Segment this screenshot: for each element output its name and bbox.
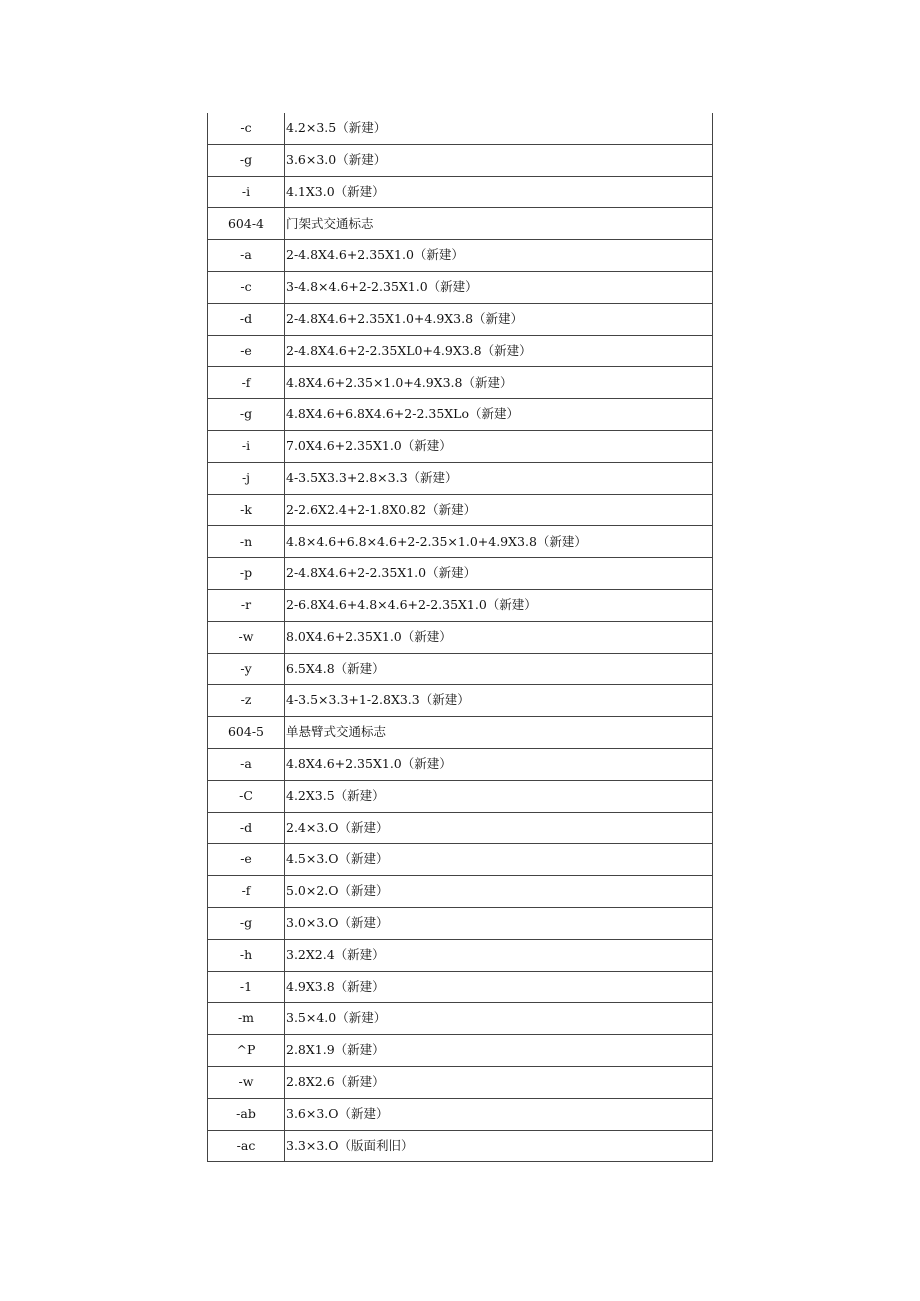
- item-code-cell: -g: [208, 144, 285, 176]
- item-code-cell: -d: [208, 303, 285, 335]
- item-code-cell: -f: [208, 367, 285, 399]
- item-code-cell: -f: [208, 876, 285, 908]
- table-row: [208, 399, 713, 431]
- item-code-cell: -r: [208, 589, 285, 621]
- item-code-cell: -1: [208, 971, 285, 1003]
- table-row: [208, 240, 713, 272]
- item-description-cell: 4.5×3.O（新建）: [285, 844, 713, 876]
- item-description-cell: 3.5×4.0（新建）: [285, 1003, 713, 1035]
- item-description-cell: 2.8X1.9（新建）: [285, 1035, 713, 1067]
- table-row: [208, 876, 713, 908]
- item-description-cell: 5.0×2.O（新建）: [285, 876, 713, 908]
- section-header-row: [208, 208, 713, 240]
- item-code-cell: -k: [208, 494, 285, 526]
- item-code-cell: -n: [208, 526, 285, 558]
- item-description-cell: 7.0X4.6+2.35X1.0（新建）: [285, 430, 713, 462]
- table-row: [208, 367, 713, 399]
- table-row: [208, 113, 713, 144]
- table-body: [208, 113, 713, 1162]
- section-header-row: [208, 717, 713, 749]
- table-row: [208, 144, 713, 176]
- item-description-cell: 3.2X2.4（新建）: [285, 939, 713, 971]
- item-description-cell: 4.8×4.6+6.8×4.6+2-2.35×1.0+4.9X3.8（新建）: [285, 526, 713, 558]
- item-code-cell: -j: [208, 462, 285, 494]
- table-row: [208, 1035, 713, 1067]
- item-code-cell: -i: [208, 176, 285, 208]
- item-code-cell: -p: [208, 558, 285, 590]
- item-description-cell: 2-2.6X2.4+2-1.8X0.82（新建）: [285, 494, 713, 526]
- table-row: [208, 526, 713, 558]
- item-description-cell: 4.2X3.5（新建）: [285, 780, 713, 812]
- table-row: [208, 1003, 713, 1035]
- table-row: [208, 653, 713, 685]
- table-row: [208, 907, 713, 939]
- item-code-cell: -g: [208, 399, 285, 431]
- sign-spec-table: [207, 113, 713, 1162]
- item-description-cell: 4-3.5×3.3+1-2.8X3.3（新建）: [285, 685, 713, 717]
- table-row: [208, 462, 713, 494]
- table-row: [208, 558, 713, 590]
- section-title-cell: 单悬臂式交通标志: [285, 717, 713, 749]
- table-row: [208, 844, 713, 876]
- item-description-cell: 3.6×3.0（新建）: [285, 144, 713, 176]
- item-description-cell: 3.3×3.O（版面利旧）: [285, 1130, 713, 1162]
- table-row: [208, 1098, 713, 1130]
- item-code-cell: -ac: [208, 1130, 285, 1162]
- item-code-cell: -C: [208, 780, 285, 812]
- item-code-cell: -ab: [208, 1098, 285, 1130]
- item-description-cell: 3.6×3.O（新建）: [285, 1098, 713, 1130]
- item-code-cell: -z: [208, 685, 285, 717]
- item-description-cell: 4.8X4.6+2.35X1.0（新建）: [285, 748, 713, 780]
- item-description-cell: 4.9X3.8（新建）: [285, 971, 713, 1003]
- item-description-cell: 4.8X4.6+2.35×1.0+4.9X3.8（新建）: [285, 367, 713, 399]
- section-code-cell: 604-5: [208, 717, 285, 749]
- item-description-cell: 2-4.8X4.6+2.35X1.0（新建）: [285, 240, 713, 272]
- item-code-cell: -w: [208, 1066, 285, 1098]
- sign-spec-table-container: [207, 113, 713, 1162]
- item-description-cell: 2.8X2.6（新建）: [285, 1066, 713, 1098]
- item-description-cell: 2-4.8X4.6+2-2.35X1.0（新建）: [285, 558, 713, 590]
- table-row: [208, 939, 713, 971]
- item-description-cell: 2-4.8X4.6+2-2.35XL0+4.9X3.8（新建）: [285, 335, 713, 367]
- item-code-cell: -c: [208, 271, 285, 303]
- table-row: [208, 780, 713, 812]
- table-row: [208, 335, 713, 367]
- item-code-cell: -d: [208, 812, 285, 844]
- item-code-cell: -w: [208, 621, 285, 653]
- table-row: [208, 1130, 713, 1162]
- table-row: [208, 1066, 713, 1098]
- item-description-cell: 2-6.8X4.6+4.8×4.6+2-2.35X1.0（新建）: [285, 589, 713, 621]
- item-description-cell: 4.2×3.5（新建）: [285, 113, 713, 144]
- table-row: [208, 748, 713, 780]
- item-code-cell: -y: [208, 653, 285, 685]
- table-row: [208, 971, 713, 1003]
- item-code-cell: -e: [208, 844, 285, 876]
- item-code-cell: -i: [208, 430, 285, 462]
- item-code-cell: -c: [208, 113, 285, 144]
- table-row: [208, 176, 713, 208]
- table-row: [208, 303, 713, 335]
- item-code-cell: ^P: [208, 1035, 285, 1067]
- table-row: [208, 494, 713, 526]
- table-row: [208, 430, 713, 462]
- item-description-cell: 2.4×3.O（新建）: [285, 812, 713, 844]
- item-code-cell: -e: [208, 335, 285, 367]
- table-row: [208, 271, 713, 303]
- table-row: [208, 589, 713, 621]
- item-description-cell: 6.5X4.8（新建）: [285, 653, 713, 685]
- item-code-cell: -a: [208, 240, 285, 272]
- item-code-cell: -g: [208, 907, 285, 939]
- table-row: [208, 812, 713, 844]
- table-row: [208, 621, 713, 653]
- item-description-cell: 8.0X4.6+2.35X1.0（新建）: [285, 621, 713, 653]
- item-code-cell: -h: [208, 939, 285, 971]
- item-description-cell: 3-4.8×4.6+2-2.35X1.0（新建）: [285, 271, 713, 303]
- item-code-cell: -a: [208, 748, 285, 780]
- item-description-cell: 4-3.5X3.3+2.8×3.3（新建）: [285, 462, 713, 494]
- item-description-cell: 4.1X3.0（新建）: [285, 176, 713, 208]
- item-description-cell: 2-4.8X4.6+2.35X1.0+4.9X3.8（新建）: [285, 303, 713, 335]
- item-description-cell: 3.0×3.O（新建）: [285, 907, 713, 939]
- section-title-cell: 门架式交通标志: [285, 208, 713, 240]
- item-description-cell: 4.8X4.6+6.8X4.6+2-2.35XLo（新建）: [285, 399, 713, 431]
- item-code-cell: -m: [208, 1003, 285, 1035]
- table-row: [208, 685, 713, 717]
- section-code-cell: 604-4: [208, 208, 285, 240]
